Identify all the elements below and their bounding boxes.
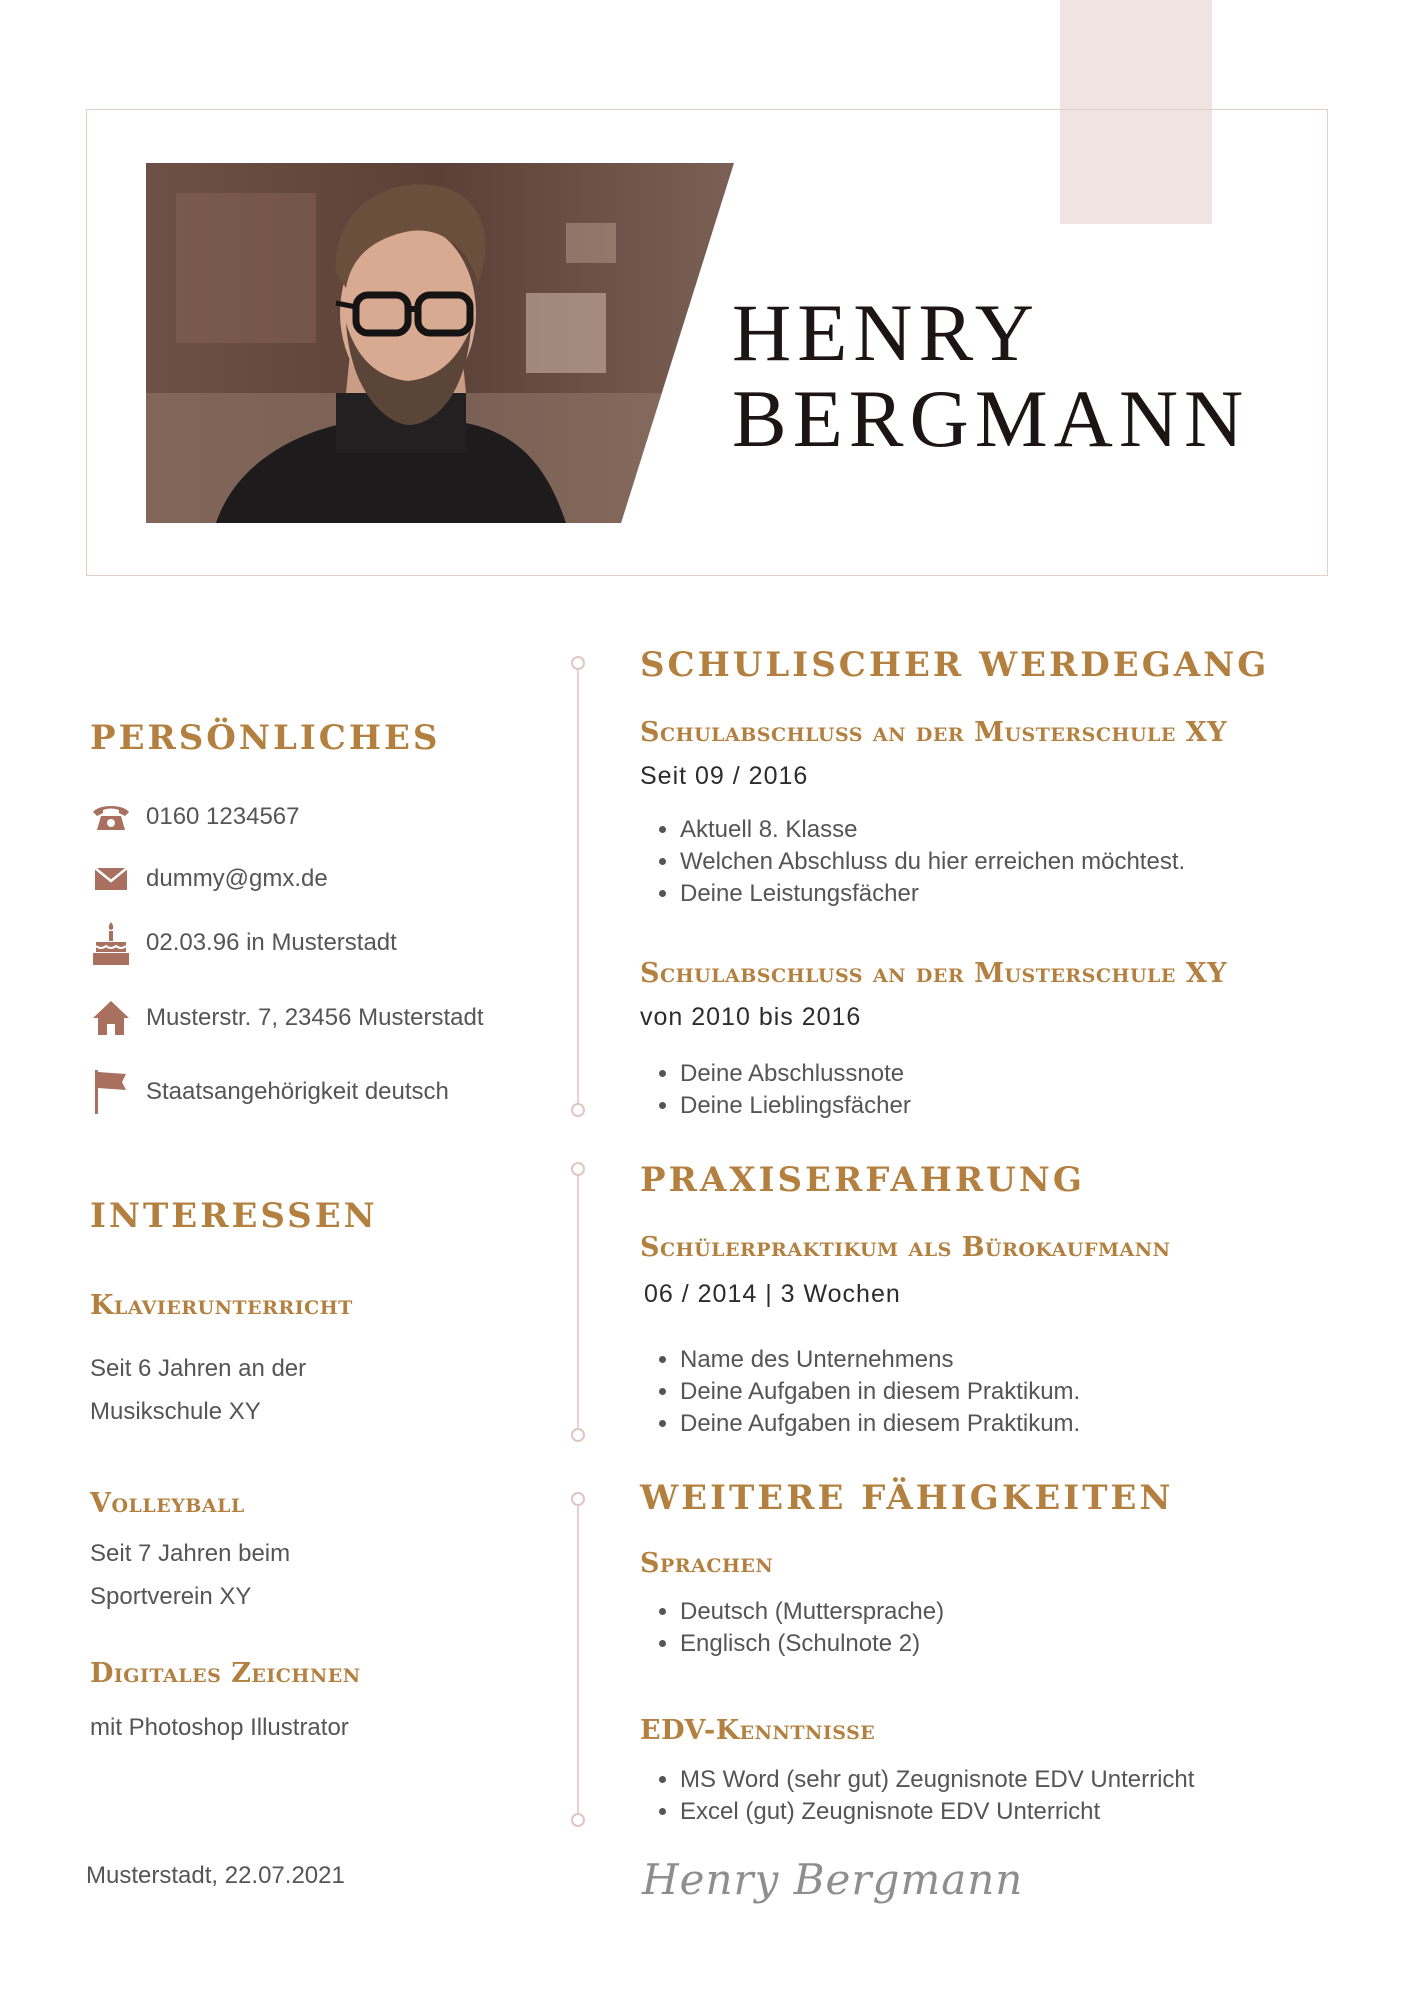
timeline-dot xyxy=(571,1428,585,1442)
timeline-dot xyxy=(571,656,585,670)
flag-icon xyxy=(90,1068,132,1116)
list-item: • Deine Aufgaben in diesem Praktikum. xyxy=(680,1376,1080,1408)
contact-birth xyxy=(90,920,397,966)
list-item: • Name des Unternehmens xyxy=(680,1344,1080,1376)
interest-text: mit Photoshop Illustrator xyxy=(90,1714,349,1741)
languages-bullets xyxy=(640,1596,944,1660)
list-item: • Welchen Abschluss du hier erreichen möchtest. xyxy=(680,846,1185,878)
phone-icon xyxy=(90,802,132,832)
list-item: • Deine Leistungsfächer xyxy=(680,878,1185,910)
school-entry-title: Schulabschluss an der Musterschule XY xyxy=(640,717,1227,748)
interest-title: Klavierunterricht xyxy=(90,1290,353,1321)
interest-title: Volleyball xyxy=(90,1488,245,1519)
phone-value: 0160 1234567 xyxy=(146,803,300,830)
practice-entry-date: 06 / 2014 | 3 Wochen xyxy=(644,1280,901,1308)
interest-title: Digitales Zeichnen xyxy=(90,1658,361,1689)
timeline-dot xyxy=(571,1492,585,1506)
personal-heading: PERSÖNLICHES xyxy=(90,718,441,758)
school-entry-date: Seit 09 / 2016 xyxy=(640,762,809,790)
profile-photo xyxy=(146,163,734,523)
school-entry-bullets xyxy=(640,1058,911,1122)
first-name: HENRY xyxy=(732,287,1040,378)
list-item: • Deutsch (Muttersprache) xyxy=(680,1596,944,1628)
signature: Henry Bergmann xyxy=(642,1855,1024,1904)
school-entry-date: von 2010 bis 2016 xyxy=(640,1003,862,1031)
address-value: Musterstr. 7, 23456 Musterstadt xyxy=(146,1004,484,1031)
interest-text: Seit 6 Jahren an der xyxy=(90,1355,307,1382)
interest-text: Musikschule XY xyxy=(90,1398,261,1425)
home-icon xyxy=(90,1000,132,1036)
it-skills-title: EDV-Kenntnisse xyxy=(640,1715,876,1746)
it-skills-bullets xyxy=(640,1764,1194,1828)
list-item: • Englisch (Schulnote 2) xyxy=(680,1628,944,1660)
skills-heading: WEITERE FÄHIGKEITEN xyxy=(640,1478,1174,1518)
contact-address xyxy=(90,1000,484,1036)
nationality-value: Staatsangehörigkeit deutsch xyxy=(146,1078,449,1105)
list-item: • Deine Aufgaben in diesem Praktikum. xyxy=(680,1408,1080,1440)
practice-heading: PRAXISERFAHRUNG xyxy=(640,1160,1085,1200)
list-item: • Deine Abschlussnote xyxy=(680,1058,911,1090)
email-value: dummy@gmx.de xyxy=(146,865,328,892)
interests-heading: INTERESSEN xyxy=(90,1196,378,1236)
school-entry-bullets xyxy=(640,814,1185,910)
mail-icon xyxy=(90,867,132,891)
cake-icon xyxy=(90,920,132,966)
list-item: • Deine Lieblingsfächer xyxy=(680,1090,911,1122)
timeline-dot xyxy=(571,1813,585,1827)
timeline-line xyxy=(577,1172,579,1432)
birth-value: 02.03.96 in Musterstadt xyxy=(146,929,397,956)
last-name: BERGMANN xyxy=(732,373,1250,464)
interest-text: Sportverein XY xyxy=(90,1583,252,1610)
contact-nationality xyxy=(90,1068,449,1116)
contact-phone xyxy=(90,802,300,832)
timeline-dot xyxy=(571,1162,585,1176)
school-entry-title: Schulabschluss an der Musterschule XY xyxy=(640,958,1227,989)
timeline-dot xyxy=(571,1103,585,1117)
school-heading: SCHULISCHER WERDEGANG xyxy=(640,645,1270,685)
list-item: • MS Word (sehr gut) Zeugnisnote EDV Unterricht xyxy=(680,1764,1194,1796)
full-name xyxy=(732,287,1250,464)
interest-text: Seit 7 Jahren beim xyxy=(90,1540,291,1567)
practice-bullets xyxy=(640,1344,1080,1440)
practice-entry-title: Schülerpraktikum als Bürokaufmann xyxy=(640,1232,1171,1263)
list-item: • Aktuell 8. Klasse xyxy=(680,814,1185,846)
languages-title: Sprachen xyxy=(640,1548,774,1579)
timeline-line xyxy=(577,665,579,1105)
list-item: • Excel (gut) Zeugnisnote EDV Unterricht xyxy=(680,1796,1194,1828)
place-date: Musterstadt, 22.07.2021 xyxy=(86,1862,345,1889)
contact-email xyxy=(90,865,328,893)
timeline-line xyxy=(577,1500,579,1815)
